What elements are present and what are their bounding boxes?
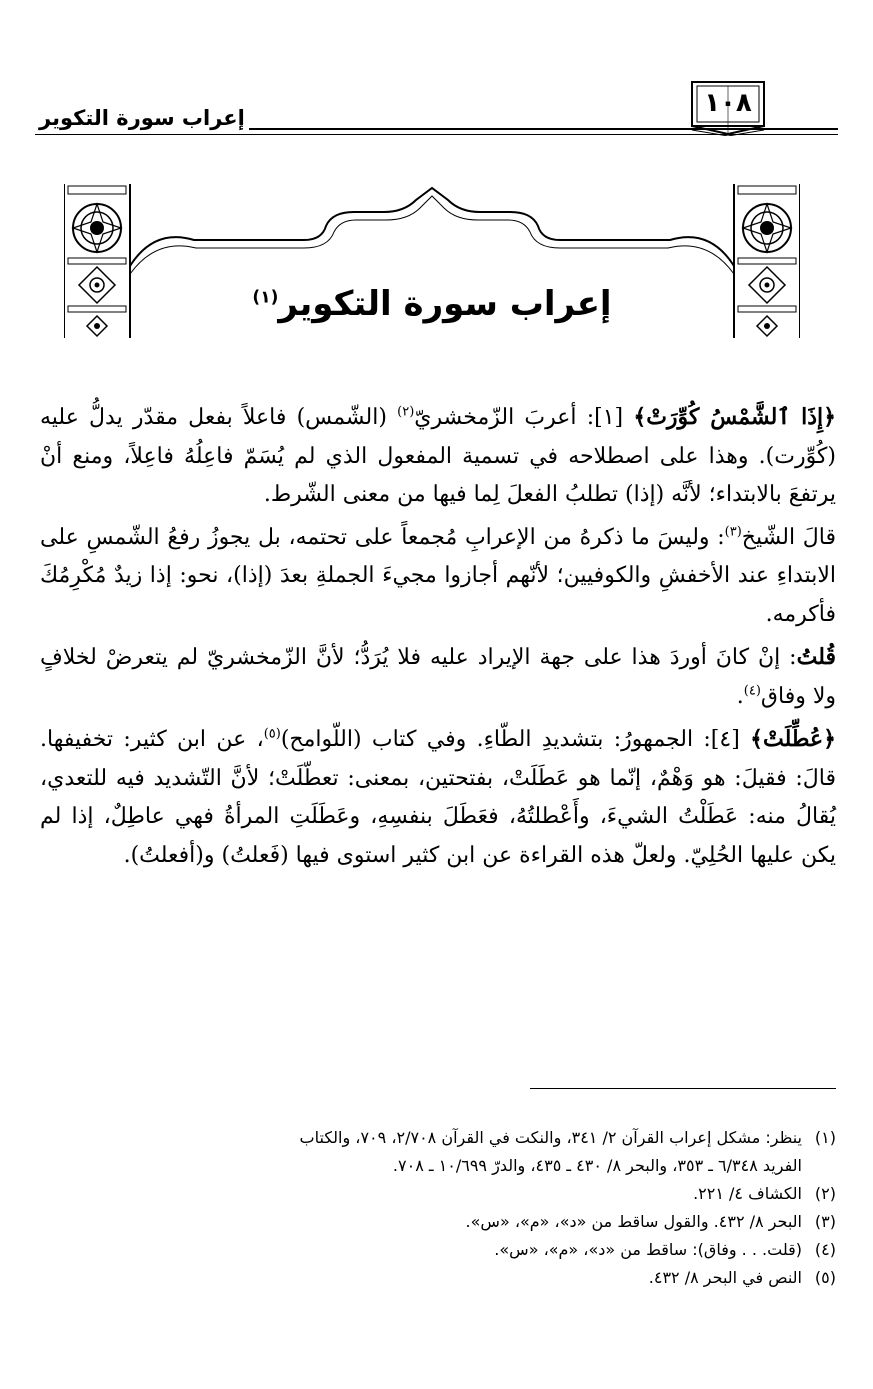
surah-title-text: إعراب سورة التكوير [278, 284, 612, 324]
footnote-ref: (٤) [743, 683, 761, 699]
paragraph [40, 398, 836, 515]
running-title: إعراب سورة التكوير [35, 106, 249, 130]
paragraph-text: ، عن ابن كثير: تخفيفها. قالَ: فقيلَ: هو وَهْمٌ، إنّما هو عَطَلَتْ، بفتحتين، بمعنى: تعطّلَتْ؛ لأنَّ التّشديد فيه للتعدي، يُقالُ منه: عَطَلْتُ الشيءَ، وأَعْطلتُهُ، فعَطَلَ بنفسِهِ، وعَطَلَتِ المرأةُ فهي عاطِلٌ، إذا لم يكن عليها الحُلِيّ. ولعلّ هذه القراءة عن ابن كثير استوى فيها (فَعلتُ) و(أفعلتُ). [40, 727, 836, 868]
paragraph-text: قالَ الشّيخ [741, 524, 836, 550]
running-header [35, 78, 838, 148]
paragraph-text: [١]: أعربَ الزّمخشريّ [414, 405, 634, 430]
surah-title-frame [64, 178, 800, 346]
paragraph-lead: قُلتُ [796, 644, 836, 670]
footnote-number: (٢) [814, 1184, 836, 1203]
footnote [40, 1124, 836, 1152]
footnote-text: البحر ٨/ ٤٣٢. والقول ساقط من «د»، «م»، «س». [465, 1212, 802, 1231]
footnote-text: الفريد ٦/٣٤٨ ـ ٣٥٣، والبحر ٨/ ٤٣٠ ـ ٤٣٥، والدرّ ١٠/٦٩٩ ـ ٧٠٨. [392, 1156, 802, 1175]
footnote-text: (قلت. . . وفاق): ساقط من «د»، «م»، «س». [494, 1240, 802, 1259]
paragraph [40, 519, 836, 635]
footnote-divider [530, 1088, 836, 1089]
footnote-ref: (٥) [263, 726, 281, 742]
footnote-number: (١) [814, 1128, 836, 1147]
paragraph [40, 638, 836, 716]
surah-title [64, 284, 800, 324]
paragraph-text: [٤]: الجمهورُ: بتشديدِ الطّاءِ. وفي كتاب (اللّوامح) [280, 727, 751, 752]
quran-verse: ﴿عُطِّلَتْ﴾ [750, 726, 836, 752]
paragraph [40, 720, 836, 875]
footnote-number: (٤) [814, 1240, 836, 1259]
paragraph-text: : إنْ كانَ أوردَ هذا على جهة الإيراد عليه فلا يُرَدُّ؛ لأنَّ الزّمخشريّ لم يتعرضْ لخلافٍ ولا وفاق [40, 645, 836, 709]
footnote-continuation [40, 1152, 836, 1180]
footnote-ref: (٢) [397, 404, 415, 420]
paragraph-text: : وليسَ ما ذكرهُ من الإعرابِ مُجمعاً على تحتمه، بل يجوزُ رفعُ الشّمسِ على الابتداءِ عند الأخفشِ والكوفيين؛ لأنّهم أجازوا مجيءَ الجملةِ بعدَ (إذا)، نحو: إذا زيدٌ مُكْرِمُكَ فأكرمه. [40, 524, 836, 627]
paragraph-text: . [736, 683, 744, 709]
footnote-text: ينظر: مشكل إعراب القرآن ٢/ ٣٤١، والنكت في القرآن ٢/٧٠٨، ٧٠٩، والكتاب [299, 1128, 802, 1147]
footnote [40, 1180, 836, 1208]
page-number-badge [688, 78, 768, 136]
quran-verse: ﴿إِذَا ٱلشَّمْسُ كُوِّرَتْ﴾ [633, 404, 837, 430]
footnote-ref: (٣) [724, 524, 742, 540]
footnote [40, 1208, 836, 1236]
footnote-number: (٣) [814, 1212, 836, 1231]
footnote-ref: (١) [252, 287, 279, 308]
page-number: ١٠٨ [704, 88, 752, 118]
footnote [40, 1264, 836, 1292]
footnotes [40, 1124, 836, 1292]
footnote [40, 1236, 836, 1264]
footnote-text: النص في البحر ٨/ ٤٣٢. [648, 1268, 802, 1287]
footnote-number: (٥) [814, 1268, 836, 1287]
body-text [40, 398, 836, 879]
paragraph-text: (الشّمس) فاعلاً بفعل مقدّر يدلُّ عليه (كُوِّرت). وهذا على اصطلاحه في تسمية المفعول الذي لم يُسَمّ فاعِلُهُ فاعِلاً، ومنع أنْ يرتفعَ بالابتداء؛ لأنَّه (إذا) تطلبُ الفعلَ لِما فيها من معنى الشّرط. [40, 405, 836, 507]
footnote-text: الكشاف ٤/ ٢٢١. [693, 1184, 802, 1203]
